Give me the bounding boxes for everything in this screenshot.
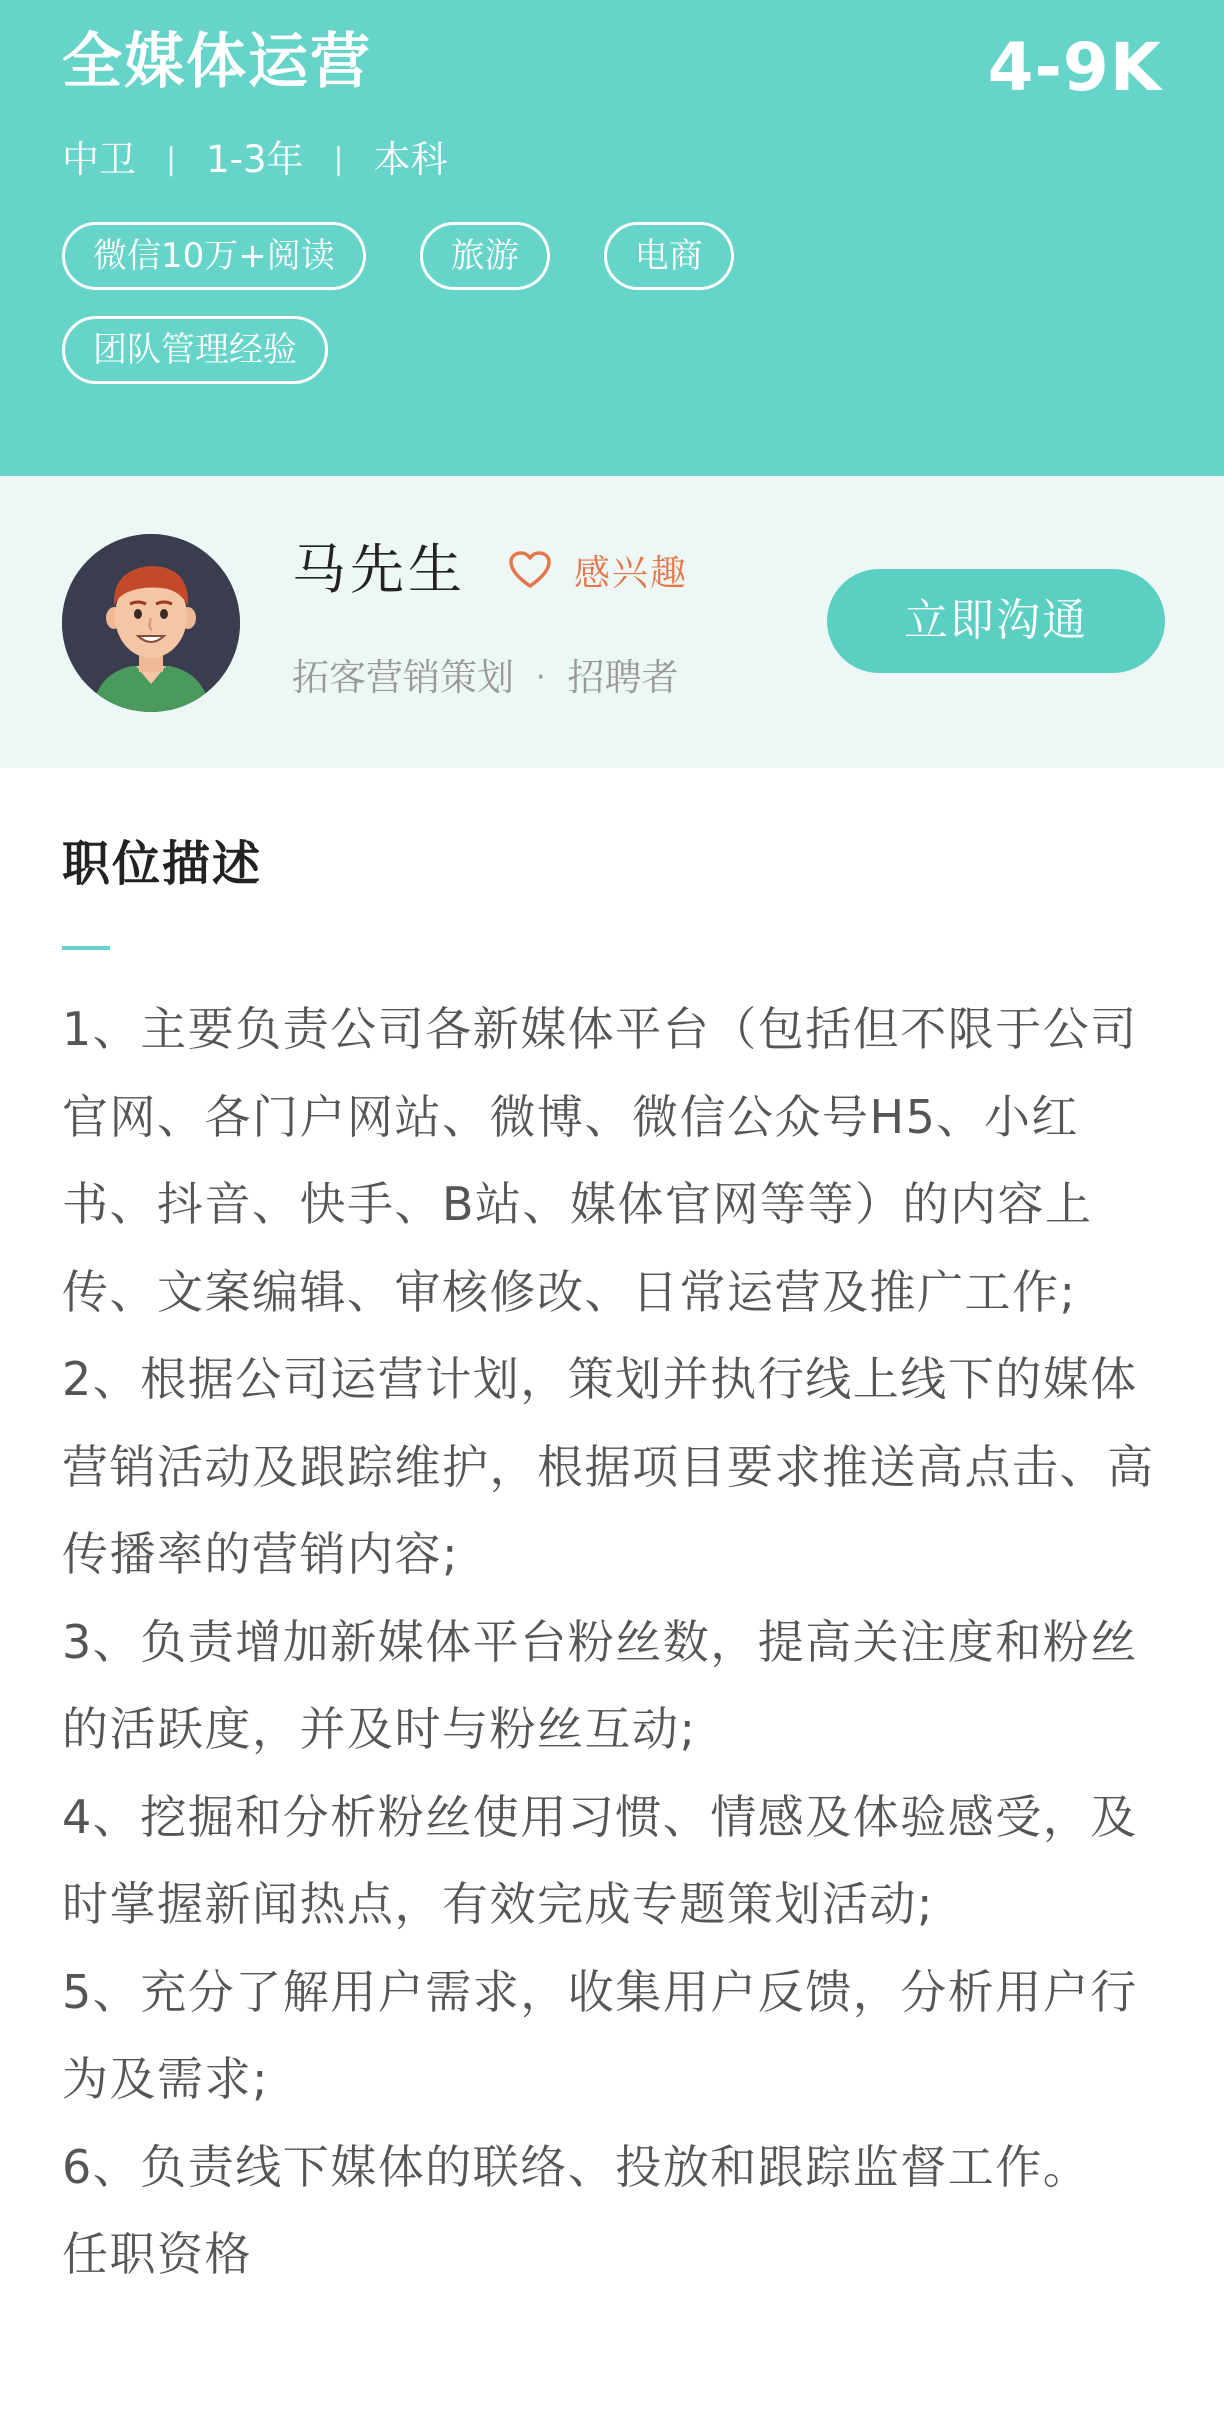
heart-outline-icon: [508, 550, 552, 590]
description-item: 4、挖掘和分析粉丝使用习惯、情感及体验感受，及时掌握新闻热点，有效完成专题策划活动;: [62, 1789, 1138, 1931]
recruiter-info: [292, 652, 679, 704]
description-item: 1、主要负责公司各新媒体平台（包括但不限于公司官网、各门户网站、微博、微信公众号H5、小红书、抖音、快手、B站、媒体官网等等）的内容上传、文案编辑、审核修改、日常运营及推广工作;: [62, 1002, 1138, 1319]
avatar[interactable]: [62, 534, 240, 712]
heading-underline: [62, 946, 110, 950]
experience: 1-3年: [206, 138, 304, 181]
tag-team-management: 团队管理经验: [62, 316, 328, 384]
meta-separator: |: [166, 142, 177, 177]
job-meta: [62, 132, 448, 188]
chat-now-button[interactable]: 立即沟通: [827, 569, 1165, 673]
job-description: [0, 768, 1224, 2415]
tag-ecommerce: 电商: [604, 222, 734, 290]
tag-travel: 旅游: [420, 222, 550, 290]
recruiter-card: [0, 476, 1224, 768]
recruiter-name: 马先生: [292, 538, 466, 601]
job-header: [0, 0, 1224, 476]
education: 本科: [373, 138, 448, 181]
interest-label: 感兴趣: [574, 552, 689, 594]
description-item: 2、根据公司运营计划，策划并执行线上线下的媒体营销活动及跟踪维护，根据项目要求推送高点击、高传播率的营销内容;: [62, 1352, 1155, 1581]
meta-separator: |: [333, 142, 344, 177]
description-item: 6、负责线下媒体的联络、投放和跟踪监督工作。: [62, 2139, 1091, 2194]
tag-wechat-reads: 微信10万+阅读: [62, 222, 366, 290]
job-title: 全媒体运营: [62, 27, 372, 97]
interest-button[interactable]: [508, 542, 688, 598]
description-item: 3、负责增加新媒体平台粉丝数，提高关注度和粉丝的活跃度，并及时与粉丝互动;: [62, 1614, 1138, 1756]
company-name: 拓客营销策划: [292, 656, 514, 699]
description-body: [62, 986, 1166, 2299]
location: 中卫: [62, 138, 136, 181]
description-heading: 职位描述: [62, 836, 263, 892]
tag-list: [62, 222, 822, 384]
description-item: 5、充分了解用户需求，收集用户反馈，分析用户行为及需求;: [62, 1964, 1138, 2106]
info-dot: ·: [536, 660, 546, 695]
recruiter-role: 招聘者: [567, 656, 679, 699]
qualifications-heading: 任职资格: [62, 2227, 252, 2281]
salary: 4-9K: [987, 29, 1162, 106]
